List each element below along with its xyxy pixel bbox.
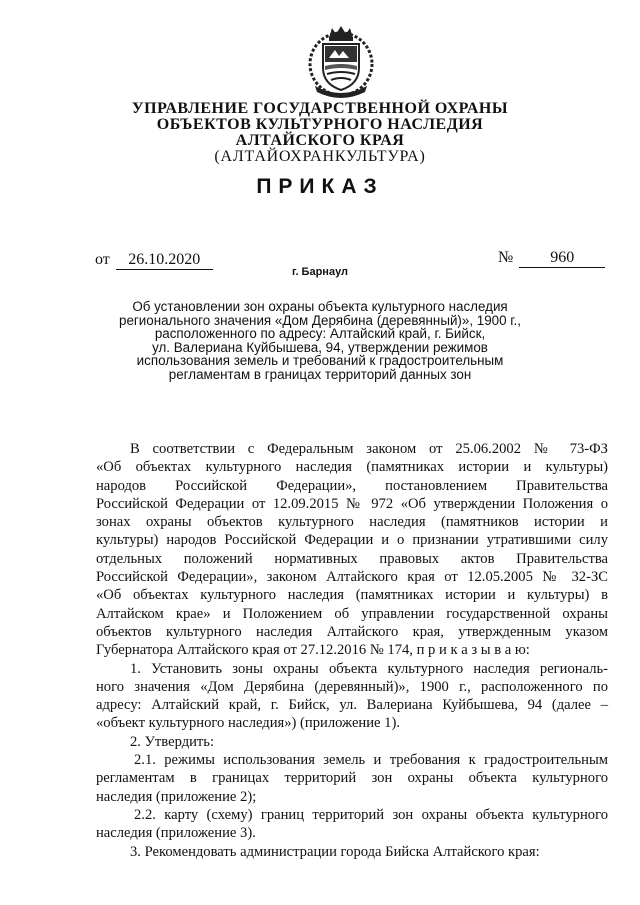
subject-line: Об установлении зон охраны объекта культурного наследия [132,299,508,314]
body-line: В соответствии с Федеральным законом от 25.06.2002 № 73-ФЗ [130,441,608,457]
date-value: 26.10.2020 [116,251,213,270]
body-line: Российской Федерации от 12.09.2015 № 972 «Об утверждении Положения о [96,495,608,512]
body-line: ного значения «Дом Дерябина (деревянный)», 1900 г., расположенного по [96,678,608,695]
order-body [96,440,608,861]
body-line: народов Российской Федерации», постановлением Правительства [96,477,608,494]
body-line: «Об объектах культурного наследия (памятниках истории и культуры) в [96,587,608,604]
body-line: 2. Утвердить: [130,733,215,750]
body-line: Алтайском крае» и Положением об управлении государственной охраны [96,605,608,622]
subject-line: регионального значения «Дом Дерябина (деревянный)», 1900 г., [119,312,521,328]
body-line: наследия (приложение 3). [96,825,256,842]
body-line: 2.1. режимы использования земель и требования к градостроительным [134,752,608,769]
body-line: наследия (приложение 2); [96,788,257,805]
body-line: Губернатора Алтайского края от 27.12.2016 № 174, п р и к а з ы в а ю: [96,642,530,659]
city: г. Барнаул [291,266,349,278]
subject-line: ул. Валериана Куйбышева, 94, утверждении режимов [152,339,488,355]
date-prefix: от [95,251,110,268]
subject-line: расположенного по адресу: Алтайский край, г. Бийск, [154,326,486,341]
body-line: «объект культурного наследия») (приложение 1). [96,715,400,732]
body-line: 3. Рекомендовать администрации города Бийска Алтайского края: [130,843,540,860]
coat-of-arms-icon [305,24,377,98]
body-line: Российской Федерации», законом Алтайского края от 12.05.2005 № 32-ЗС [96,569,608,586]
body-line: зонах охраны объектов культурного наследия (памятников истории и [96,514,608,531]
subject-line: использования земель и требований к градостроительным [136,353,504,368]
organization-name [0,101,640,165]
org-line-3: АЛТАЙСКОГО КРАЯ [235,132,405,149]
body-line: адресу: Алтайский край, г. Бийск, ул. Валериана Куйбышева, 94 (далее – [96,697,608,714]
body-line: культуры) народов Российской Федерации и о признании утратившими силу [96,532,608,549]
body-line: объектов культурного наследия Алтайского края, утвержденным указом [96,623,608,640]
body-line: регламентам в границах территорий зон охраны объекта культурного [96,770,608,787]
org-abbreviation: (АЛТАЙОХРАНКУЛЬТУРА) [214,148,426,165]
body-line: 1. Установить зоны охраны объекта культурного наследия региональ- [130,660,608,677]
subject-heading [110,300,530,381]
subject-line: регламентам в границах территорий данных зон [168,366,472,382]
number-value: 960 [519,249,605,268]
org-line-1: УПРАВЛЕНИЕ ГОСУДАРСТВЕННОЙ ОХРАНЫ [131,100,509,117]
number-prefix: № [498,249,514,266]
document-type-title: ПРИКАЗ [256,175,384,198]
body-line: «Об объектах культурного наследия (памятниках истории и культуры) [96,459,608,476]
body-line: 2.2. карту (схему) границ территорий зон охраны объекта культурного [134,806,608,823]
body-line: отдельных положений нормативных правовых актов Правительства [96,550,608,567]
org-line-2: ОБЪЕКТОВ КУЛЬТУРНОГО НАСЛЕДИЯ [156,116,484,133]
